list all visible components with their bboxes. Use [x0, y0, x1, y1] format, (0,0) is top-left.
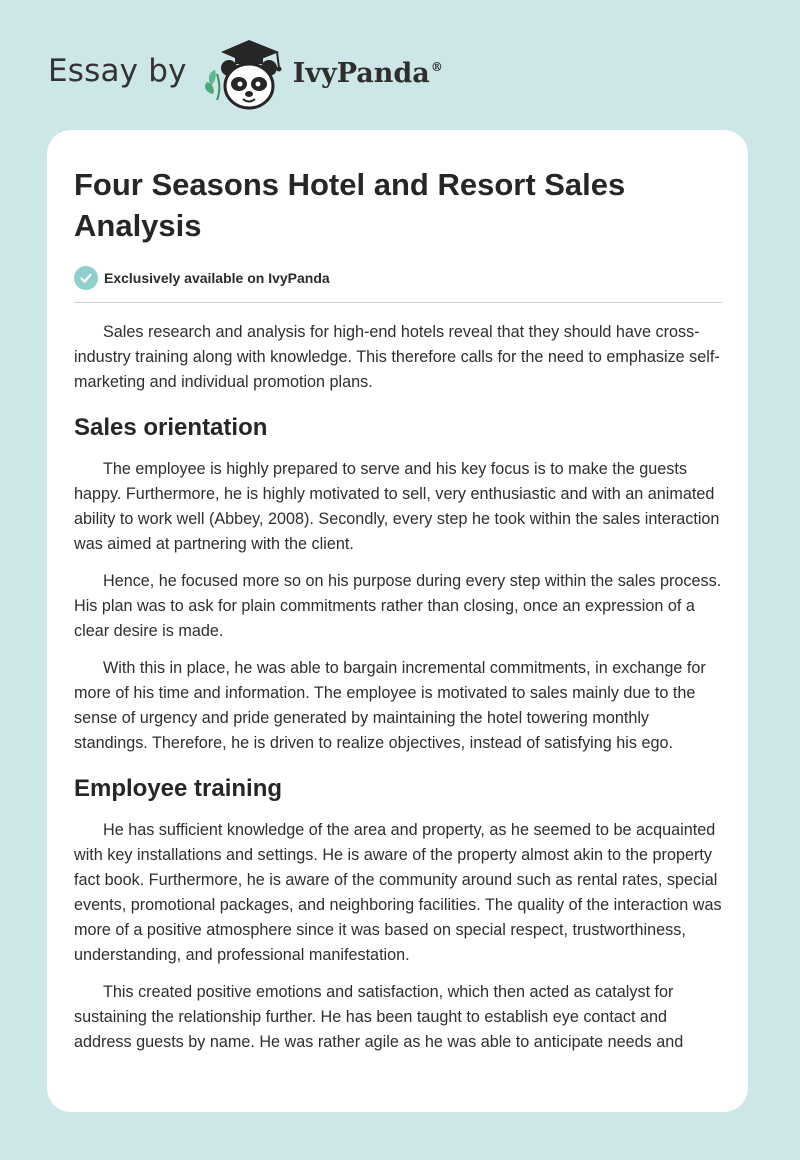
paragraph: Hence, he focused more so on his purpose during every step within the sales process. His plan was to ask for plain commitments rather than closing, once an expression of a clear desire is made.: [74, 572, 722, 640]
registered-mark: ®: [430, 59, 443, 74]
paragraph: This created positive emotions and satisfaction, which then acted as catalyst for sustaining the relationship further. He has been taught to establish eye contact and address guests by name. He was rather agile as he was able to anticipate needs and: [74, 983, 684, 1051]
brand-name[interactable]: [293, 58, 443, 89]
section-heading-sales-orientation: Sales orientation: [74, 414, 268, 441]
brand-prefix: Essay by: [48, 53, 187, 89]
paragraph: He has sufficient knowledge of the area and property, as he seemed to be acquainted with key installations and settings. He is aware of the property almost akin to the property fact book. Furthermore, he is aware of the community around such as rental rates, special events, promotional packages, and neighboring facilities. The quality of the interaction was more of a positive atmosphere since it was based on special respect, trustworthiness, understanding, and professional manifestation.: [74, 821, 722, 964]
brand-name-text: IvyPanda: [292, 57, 430, 89]
page-title: Four Seasons Hotel and Resort Sales Analysis: [74, 167, 626, 243]
essay-card: [47, 130, 748, 1112]
exclusive-label: Exclusively available on IvyPanda: [104, 270, 330, 286]
paragraph: With this in place, he was able to bargain incremental commitments, in exchange for more of his time and information. The employee is motivated to sales mainly due to the sense of urgency and pride generated by maintaining the hotel towering monthly standings. Therefore, he is driven to realize objectives, instead of satisfying his ego.: [74, 659, 706, 752]
exclusive-banner: [74, 266, 722, 303]
check-icon: [74, 266, 98, 290]
paragraph: The employee is highly prepared to serve and his key focus is to make the guests happy. Furthermore, he is highly motivated to sell, very enthusiastic and with an animated ability to work well (Abbey, 2008). Secondly, every step he took within the sales interaction was aimed at partnering with the client.: [74, 460, 720, 553]
site-header: [48, 34, 443, 114]
section-heading-employee-training: Employee training: [74, 775, 283, 802]
intro-paragraph: Sales research and analysis for high-end hotels reveal that they should have cross-industry training along with knowledge. This therefore calls for the need to emphasize self-marketing and individual promotion plans.: [74, 323, 720, 391]
panda-logo-icon[interactable]: [199, 34, 289, 114]
